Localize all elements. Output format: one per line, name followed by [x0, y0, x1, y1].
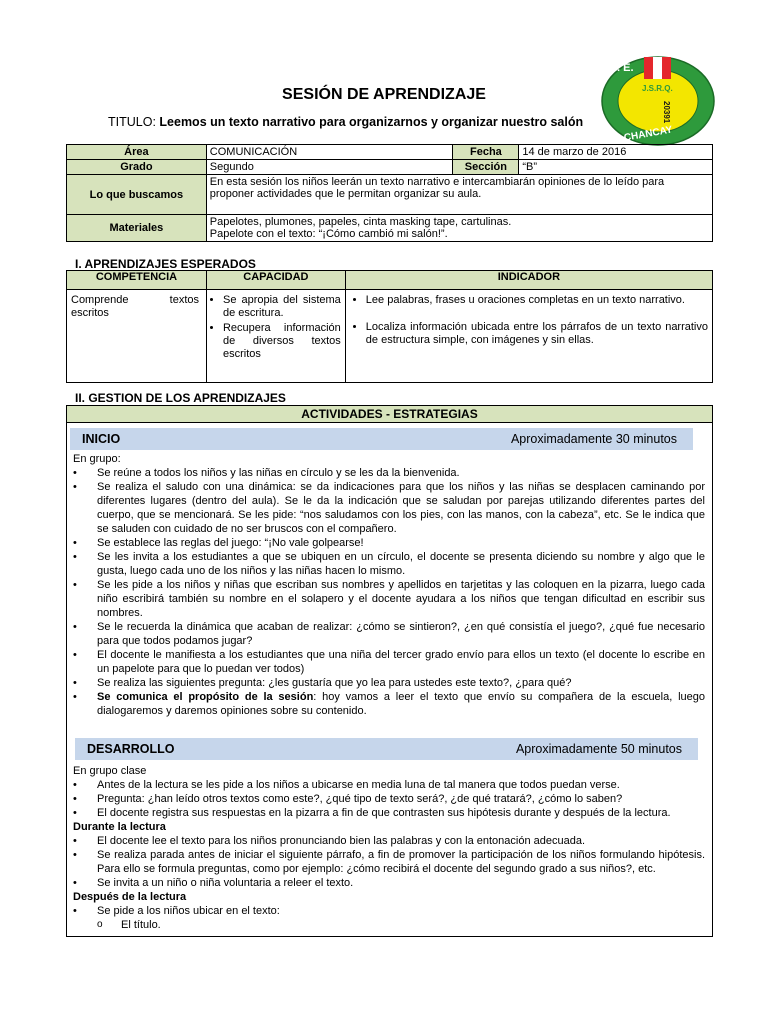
session-info-table [66, 144, 713, 242]
desarrollo-intro: En grupo clase [73, 765, 147, 777]
inicio-item: • Se realiza el saludo con una dinámica: se da indicaciones para que los niños y las niñas se desplacen caminando por diferentes lugares (dentro del aula). Se le da la indicación que se saludan por parejas utilizando diferentes partes del cuerpo, que se mencionará. Se les pide: “nos saludamos con los pies, con las manos, con la cabeza”, etc. Se le indica que se saluden con cuidado de no ser bruscos con el compañero. [73, 480, 705, 536]
competencia-text: Comprende textos escritos [71, 294, 199, 319]
inicio-item: • El docente le manifiesta a los estudiantes que una niña del tercer grado envío para ellos un texto (el docente lo escribe en un papelote para que lo puedan ver todos) [73, 648, 705, 676]
session-title [108, 115, 583, 129]
col-capacidad: CAPACIDAD [206, 271, 345, 290]
logo-top-text: I. E. [614, 62, 634, 74]
desarrollo-phase-bar [75, 738, 698, 760]
inicio-item: • Se reúne a todos los niños y las niñas en círculo y se les da la bienvenida. [73, 466, 705, 480]
proposito-bold: Se comunica el propósito de la sesión [97, 691, 314, 703]
buscamos-label: Lo que buscamos [67, 175, 207, 215]
seccion-value: “B” [519, 160, 713, 175]
durante-label: Durante la lectura [73, 821, 166, 833]
inicio-item: • Se realiza las siguientes pregunta: ¿les gustaría que yo lea para ustedes este texto?, ¿para qué? [73, 676, 705, 690]
indicador-cell [345, 290, 712, 383]
title-value: Leemos un texto narrativo para organizarnos y organizar nuestro salón [159, 115, 584, 129]
logo-number-text: 20391 [662, 101, 671, 124]
inicio-time: Aproximadamente 30 minutos [510, 432, 677, 446]
inicio-label: INICIO [82, 432, 121, 446]
desarrollo-item: • Pregunta: ¿han leído otros textos como este?, ¿qué tipo de texto será?, ¿de qué tratará?, ¿cómo lo saben? [73, 792, 705, 806]
indicador-item: • Localiza información ubicada entre los párrafos de un texto narrativo de estructura simple, con imágenes y sin ellas. [366, 321, 708, 347]
proposito-rest: : hoy vamos a leer el texto que envío su compañera de la escuela, luego dialogaremos y daremos opiniones sobre su contenido. [97, 691, 705, 717]
despues-subitem: o El título. [73, 918, 705, 932]
inicio-item: • Se les pide a los niños y niñas que escriban sus nombres y apellidos en tarjetitas y las coloquen en la pizarra, luego cada niño escribirá también su nombre en el solapero y el docente ayudara a los niños que tengan dificultad en escribir sus nombres. [73, 578, 705, 620]
section-gestion-title: II. GESTION DE LOS APRENDIZAJES [75, 391, 286, 405]
desarrollo-time: Aproximadamente 50 minutos [515, 742, 682, 756]
despues-label: Después de la lectura [73, 891, 187, 903]
area-label: Área [67, 145, 207, 160]
fecha-value: 14 de marzo de 2016 [519, 145, 713, 160]
indicador-item: • Lee palabras, frases u oraciones completas en un texto narrativo. [366, 294, 708, 307]
buscamos-value: En esta sesión los niños leerán un texto narrativo e intercambiarán opiniones de lo leído para proponer actividades que le permitan organizar su aula. [206, 175, 712, 215]
grado-label: Grado [67, 160, 207, 175]
durante-item: • Se invita a un niño o niña voluntaria a releer el texto. [73, 876, 705, 890]
desarrollo-item: • Antes de la lectura se les pide a los niños a ubicarse en media luna de tal manera que todos puedan verse. [73, 778, 705, 792]
materiales-value [206, 215, 712, 242]
durante-item: • El docente lee el texto para los niños pronunciando bien las palabras y con la entonación adecuada. [73, 834, 705, 848]
inicio-intro: En grupo: [73, 453, 121, 465]
inicio-item-proposito [73, 690, 705, 718]
inicio-item: • Se establece las reglas del juego: “¡No vale golpearse! [73, 536, 705, 550]
materiales-label: Materiales [67, 215, 207, 242]
capacidad-item: • Recupera información de diversos textos escritos [223, 322, 341, 361]
area-value: COMUNICACIÓN [206, 145, 453, 160]
desarrollo-content [73, 764, 705, 932]
section-aprendizajes-title: I. APRENDIZAJES ESPERADOS [75, 257, 256, 271]
logo-bottom-text: CHANCAY [623, 124, 674, 144]
grado-value: Segundo [206, 160, 453, 175]
materiales-line: Papelotes, plumones, papeles, cinta masking tape, cartulinas. [209, 216, 512, 228]
school-logo [600, 55, 716, 147]
inicio-phase-bar [70, 428, 693, 450]
fecha-label: Fecha [453, 145, 519, 160]
capacidad-item: • Se apropia del sistema de escritura. [223, 294, 341, 320]
aprendizajes-table [66, 270, 713, 383]
col-competencia: COMPETENCIA [67, 271, 207, 290]
activities-header: ACTIVIDADES - ESTRATEGIAS [67, 406, 712, 423]
durante-item: • Se realiza parada antes de iniciar el siguiente párrafo, a fin de promover la participación de los niños formulando hipótesis. Para ello se formula preguntas, como por ejemplo: ¿cómo recibirá el docente del segundo grado a sus niños?, etc. [73, 848, 705, 876]
despues-item: • Se pide a los niños ubicar en el texto: [73, 904, 705, 918]
desarrollo-item: • El docente registra sus respuestas en la pizarra a fin de que contrasten sus hipótesis durante y después de la lectura. [73, 806, 705, 820]
inicio-content [73, 452, 705, 718]
seccion-label: Sección [453, 160, 519, 175]
page-title: SESIÓN DE APRENDIZAJE [282, 86, 486, 103]
logo-jsrq-text: J.S.R.Q. [642, 84, 673, 93]
inicio-item: • Se le recuerda la dinámica que acaban de realizar: ¿cómo se sintieron?, ¿en qué consistía el juego?, ¿qué fue necesario para que todos podamos jugar? [73, 620, 705, 648]
gestion-box [66, 405, 713, 937]
title-label: TITULO: [108, 115, 160, 129]
inicio-item: • Se les invita a los estudiantes a que se ubiquen en un círculo, el docente se presenta diciendo su nombre y algo que le gusta, luego cada uno de los niños y las niñas hacen lo mismo. [73, 550, 705, 578]
col-indicador: INDICADOR [345, 271, 712, 290]
capacidad-cell [206, 290, 345, 383]
desarrollo-label: DESARROLLO [87, 742, 175, 756]
materiales-line: Papelote con el texto: “¡Cómo cambió mi salón!”. [209, 228, 448, 240]
competencia-cell [67, 290, 207, 383]
